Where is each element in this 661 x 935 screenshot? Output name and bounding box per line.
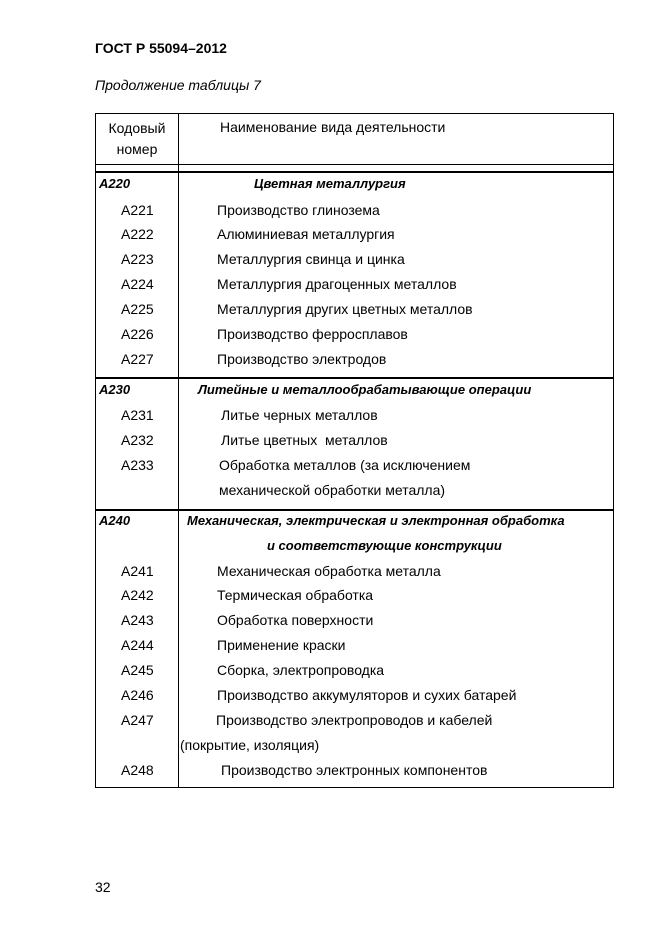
row-code: А225	[121, 301, 154, 317]
group-code: А240	[99, 513, 131, 528]
document-id: ГОСТ Р 55094–2012	[95, 40, 227, 56]
row-name: Металлургия свинца и цинка	[217, 251, 405, 267]
row-name-continuation: (покрытие, изоляция)	[180, 737, 320, 753]
row-code: А221	[121, 202, 154, 218]
row-code: А227	[121, 351, 154, 367]
row-name: Термическая обработка	[217, 587, 374, 603]
page-number: 32	[95, 879, 111, 895]
row-name: Механическая обработка металла	[217, 563, 441, 579]
row-code: А245	[121, 662, 154, 678]
row-name: Производство ферросплавов	[217, 326, 408, 342]
row-code: А244	[121, 637, 154, 653]
row-name: Металлургия драгоценных металлов	[217, 276, 457, 292]
row-name: Алюминиевая металлургия	[217, 226, 395, 242]
row-code: А247	[121, 712, 154, 728]
column-header-name: Наименование вида деятельности	[220, 119, 446, 135]
column-divider	[178, 114, 179, 787]
row-code: А222	[121, 226, 154, 242]
row-name: Производство электродов	[217, 351, 387, 367]
group-title: Литейные и металлообрабатывающие операции	[198, 382, 532, 397]
row-code: А248	[121, 762, 154, 778]
column-header-code-line2: номер	[116, 141, 158, 157]
header-divider-double	[96, 171, 613, 173]
row-code: А223	[121, 251, 154, 267]
group-title-continuation: и соответствующие конструкции	[267, 538, 502, 553]
activity-table	[95, 113, 614, 788]
row-code: А233	[121, 457, 154, 473]
row-code: А231	[121, 407, 154, 423]
row-name-continuation: механической обработки металла)	[219, 482, 446, 498]
row-code: А226	[121, 326, 154, 342]
row-name: Применение краски	[217, 637, 346, 653]
row-code: А232	[121, 432, 154, 448]
row-name: Обработка поверхности	[217, 612, 374, 628]
row-name: Обработка металлов (за исключением	[219, 457, 471, 473]
row-code: А242	[121, 587, 154, 603]
row-name: Производство аккумуляторов и сухих батарей	[217, 687, 517, 703]
row-name: Сборка, электропроводка	[217, 662, 385, 678]
row-code: А246	[121, 687, 154, 703]
group-code: А220	[99, 176, 131, 191]
row-name: Производство электронных компонентов	[221, 762, 488, 778]
header-divider	[96, 164, 613, 165]
row-name: Производство электропроводов и кабелей	[216, 712, 493, 728]
row-code: А243	[121, 612, 154, 628]
row-name: Литье цветных металлов	[221, 432, 388, 448]
column-header-code	[96, 118, 178, 160]
group-title: Цветная металлургия	[254, 176, 406, 191]
group-code: А230	[99, 382, 131, 397]
group-title: Механическая, электрическая и электронная обработка	[187, 513, 565, 528]
group-divider	[96, 377, 613, 379]
column-header-code-line1: Кодовый	[108, 120, 166, 136]
row-code: А241	[121, 563, 154, 579]
row-name: Литье черных металлов	[221, 407, 378, 423]
row-name: Металлургия других цветных металлов	[217, 301, 473, 317]
row-code: А224	[121, 276, 154, 292]
table-caption: Продолжение таблицы 7	[95, 77, 261, 93]
row-name: Производство глинозема	[217, 202, 380, 218]
